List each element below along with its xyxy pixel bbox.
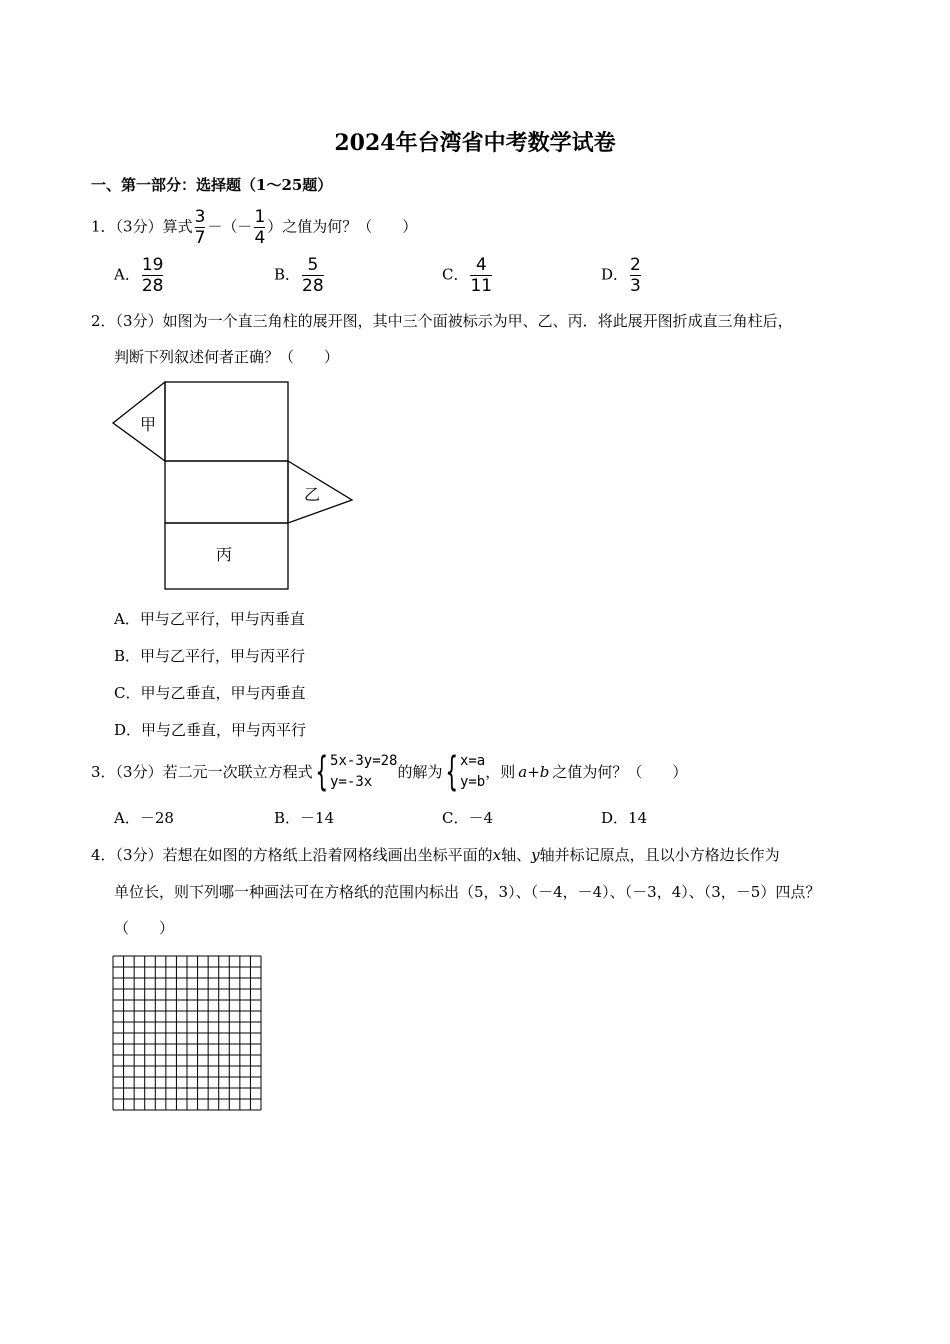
option-num: 19: [141, 255, 164, 275]
q4-line-3: （ ）: [114, 919, 175, 937]
q4-y: y: [531, 846, 540, 864]
option-label: C．: [442, 265, 469, 284]
page-title: 2024年台湾省中考数学试卷: [334, 130, 616, 156]
question-1: [91, 208, 417, 247]
section-heading: 一、第一部分：选择题（1～25题）: [91, 176, 333, 194]
q4-x: x: [492, 846, 502, 864]
option-den: 28: [302, 276, 324, 296]
q3-post-a: ，则: [485, 763, 516, 781]
q2-line-1: 2．（3分）如图为一个直三角柱的展开图，其中三个面被标示为甲、乙、丙．将此展开图折成直三角柱后，: [91, 312, 793, 330]
q1-number: 1．（3分）算式: [91, 217, 193, 236]
q1-option-d[interactable]: [601, 256, 643, 295]
q1-option-a[interactable]: [114, 256, 165, 295]
option-label: A．: [114, 265, 140, 284]
q3-sol1: x=a: [459, 753, 486, 769]
q2-line-2: 判断下列叙述何者正确？（ ）: [114, 348, 340, 366]
q2-option-c[interactable]: C．甲与乙垂直，甲与丙垂直: [114, 684, 306, 702]
q1-option-c[interactable]: [442, 256, 494, 295]
q4-line-2: 单位长，则下列哪一种画法可在方格纸的范围内标出（5，3）、（－4，－4）、（－3，4）、（3，－5）四点？: [114, 883, 821, 901]
q2-option-a[interactable]: A．甲与乙平行，甲与丙垂直: [114, 610, 305, 628]
q3-eq1: 5x-3y=28: [330, 753, 398, 769]
q1-tail: ）之值为何？（ ）: [267, 217, 418, 236]
option-den: 3: [630, 276, 641, 296]
q2-option-b[interactable]: B．甲与乙平行，甲与丙平行: [114, 647, 306, 665]
q3-option-c[interactable]: C．－4: [442, 809, 494, 827]
option-num: 4: [475, 255, 487, 275]
q2-option-d[interactable]: D．甲与乙垂直，甲与丙平行: [114, 721, 307, 739]
q4-line-1: [91, 845, 780, 865]
q4-line1-pre: 4．（3分）若想在如图的方格纸上沿着网格线画出坐标平面的: [91, 846, 493, 864]
q3-equation-system: { 5x-3y=28 y=-3x: [314, 749, 398, 795]
q1-fraction-b: [254, 208, 265, 247]
q4-line1-post: 轴并标记原点，且以小方格边长作为: [539, 846, 780, 864]
q3-mid: 的解为: [397, 763, 443, 781]
question-3: [91, 748, 687, 796]
label-bing: 丙: [216, 545, 233, 564]
option-den: 11: [470, 276, 493, 296]
q3-eq2: y=-3x: [330, 774, 373, 790]
net-face-middle: [165, 461, 288, 523]
grid-paper-figure: [110, 953, 266, 1113]
q1-frac-a-num: 3: [194, 207, 206, 227]
net-face-top: [165, 382, 288, 461]
prism-net-figure: [108, 378, 358, 593]
option-num: 5: [307, 255, 319, 275]
q3-option-a[interactable]: A．－28: [114, 809, 174, 827]
q3-prefix: 3．（3分）若二元一次联立方程式: [91, 763, 313, 781]
q4-line1-mid: 轴、: [501, 846, 532, 864]
q3-sol2: y=b: [459, 774, 486, 790]
option-den: 28: [141, 276, 164, 296]
label-yi: 乙: [304, 485, 321, 504]
option-num: 2: [630, 255, 641, 275]
option-label: D．: [601, 265, 629, 284]
q1-minus: －（－: [207, 217, 253, 236]
q3-option-b[interactable]: B．－14: [274, 809, 335, 827]
option-label: B．: [274, 265, 301, 284]
q3-post-b: 之值为何？（ ）: [552, 763, 688, 781]
q1-fraction-a: [195, 208, 206, 247]
q1-frac-b-num: 1: [254, 207, 266, 227]
q1-frac-b-den: 4: [254, 228, 266, 248]
q1-option-b[interactable]: [274, 256, 326, 295]
q3-solution-system: { x=a y=b: [444, 749, 486, 795]
q1-frac-a-den: 7: [194, 228, 206, 248]
net-triangle-left: [113, 382, 165, 461]
q3-variable: a+b: [518, 763, 550, 781]
q3-option-d[interactable]: D．14: [601, 809, 648, 827]
label-jia: 甲: [140, 415, 157, 434]
